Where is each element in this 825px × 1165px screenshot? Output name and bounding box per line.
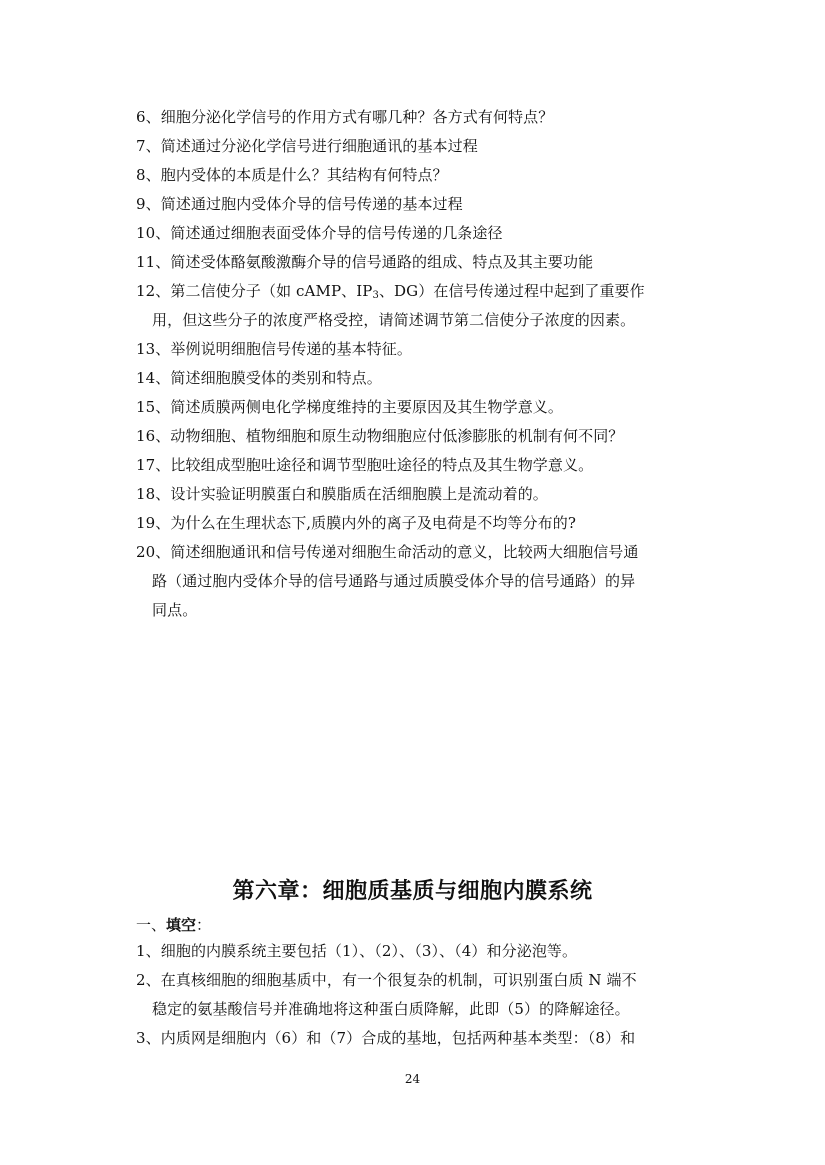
question-20-continuation-2: 同点。	[152, 601, 198, 619]
question-20: 20、简述细胞通讯和信号传递对细胞生命活动的意义，比较两大细胞信号通	[136, 543, 639, 561]
question-9: 9、简述通过胞内受体介导的信号传递的基本过程	[136, 195, 463, 213]
question-list	[136, 103, 696, 625]
question-14: 14、简述细胞膜受体的类别和特点。	[136, 369, 382, 387]
section-prefix: 一、	[136, 916, 167, 934]
question-6: 6、细胞分泌化学信号的作用方式有哪几种？各方式有何特点？	[136, 108, 554, 126]
question-16: 16、动物细胞、植物细胞和原生动物细胞应付低渗膨胀的机制有何不同？	[136, 427, 624, 445]
fill-item-1: 1、细胞的内膜系统主要包括（1）、（2）、（3）、（4）和分泌泡等。	[136, 942, 578, 960]
chapter-title: 第六章：细胞质基质与细胞内膜系统	[232, 879, 593, 904]
question-12-continuation: 用，但这些分子的浓度严格受控，请简述调节第二信使分子浓度的因素。	[152, 311, 636, 329]
section-suffix: ：	[196, 916, 212, 934]
question-17: 17、比较组成型胞吐途径和调节型胞吐途径的特点及其生物学意义。	[136, 456, 594, 474]
fill-in-list	[136, 937, 696, 1053]
question-12	[136, 277, 696, 306]
question-15: 15、简述质膜两侧电化学梯度维持的主要原因及其生物学意义。	[136, 398, 563, 416]
question-11: 11、简述受体酪氨酸激酶介导的信号通路的组成、特点及其主要功能	[136, 253, 594, 271]
fill-item-2: 2、在真核细胞的细胞基质中，有一个很复杂的机制，可识别蛋白质 N 端不	[136, 971, 637, 989]
question-7: 7、简述通过分泌化学信号进行细胞通讯的基本过程	[136, 137, 478, 155]
question-12-part-b: 、DG）在信号传递过程中起到了重要作	[378, 282, 645, 300]
fill-item-3: 3、内质网是细胞内（6）和（7）合成的基地，包括两种基本类型：（8）和	[136, 1029, 636, 1047]
question-20-continuation-1: 路（通过胞内受体介导的信号通路与通过质膜受体介导的信号通路）的异	[152, 572, 636, 590]
question-8: 8、胞内受体的本质是什么？其结构有何特点？	[136, 166, 448, 184]
fill-item-2-continuation: 稳定的氨基酸信号并准确地将这种蛋白质降解，此即（5）的降解途径。	[152, 1000, 630, 1018]
question-12-part-a: 12、第二信使分子（如 cAMP、IP	[136, 282, 373, 300]
section-heading	[136, 911, 211, 940]
section-label: 填空	[166, 916, 197, 934]
question-10: 10、简述通过细胞表面受体介导的信号传递的几条途径	[136, 224, 503, 242]
page-number: 24	[404, 1072, 421, 1086]
question-13: 13、举例说明细胞信号传递的基本特征。	[136, 340, 412, 358]
question-18: 18、设计实验证明膜蛋白和膜脂质在活细胞膜上是流动着的。	[136, 485, 548, 503]
question-19: 19、为什么在生理状态下,质膜内外的离子及电荷是不均等分布的?	[136, 514, 576, 532]
question-12-subscript: 3	[372, 290, 379, 301]
